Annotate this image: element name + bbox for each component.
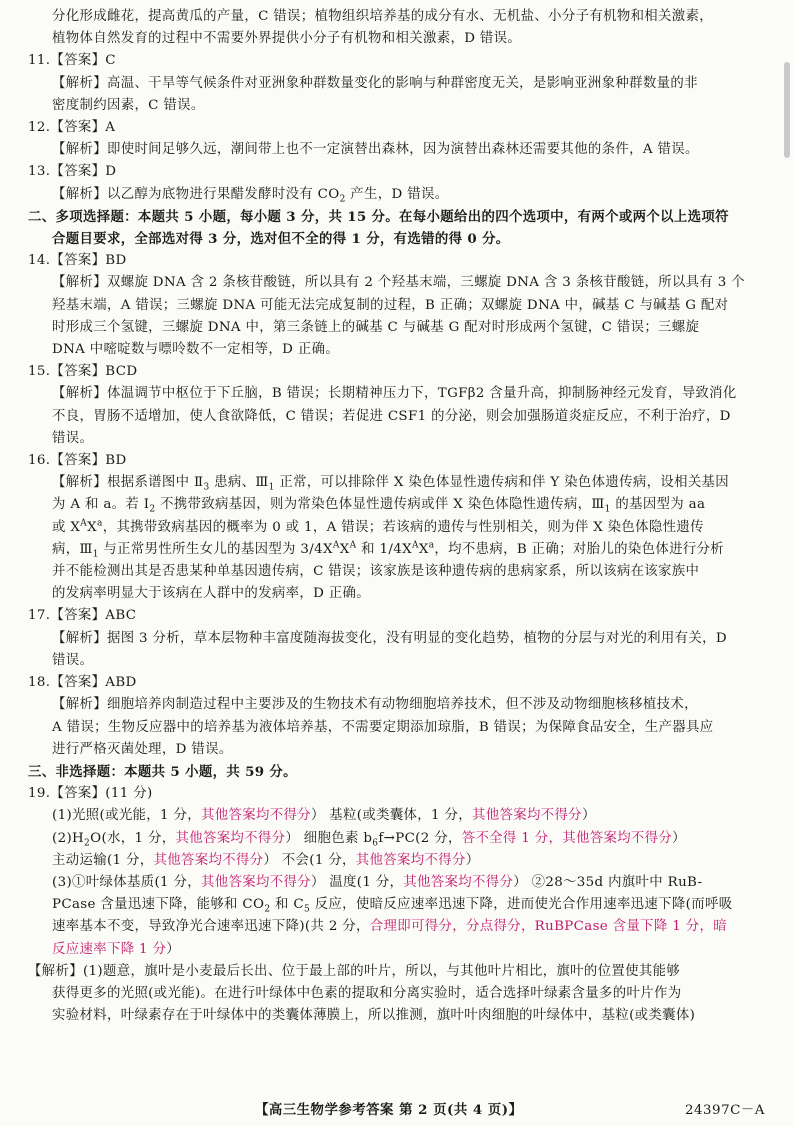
- text-segment: 时形成三个氢键，三螺旋 DNA 中，第三条链上的碱基 C 与碱基 G 配对时形成两个氢键，C 错误；三螺旋: [52, 319, 700, 335]
- page-footer: [0, 1099, 794, 1123]
- text-line: [28, 828, 766, 850]
- text-line: [28, 916, 766, 938]
- text-segment: 二、多项选择题：本题共 5 小题，每小题 3 分，共 15 分。在每小题给出的四个选项中，有两个或两个以上选项符: [28, 208, 729, 225]
- scoring-note: 合理即可得分，分点得分，RuBPCase 含量下降 1 分，暗: [369, 919, 727, 935]
- text-segment: 13.【答案】D: [28, 164, 117, 180]
- subscript: 2: [339, 194, 346, 205]
- answer-page: [28, 6, 766, 1027]
- text-segment: 错误。: [52, 652, 94, 668]
- text-segment: 12.【答案】A: [28, 120, 116, 136]
- text-line: [28, 428, 766, 450]
- scoring-note: 其他答案均不得分: [175, 830, 286, 846]
- text-segment: 正常，可以排除伴 X 染色体显性遗传病和伴 Y 染色体遗传病，设相关基因: [274, 475, 730, 491]
- text-line: [28, 894, 766, 916]
- text-segment: 17.【答案】ABC: [28, 608, 137, 624]
- text-line: [28, 228, 766, 250]
- text-line: [28, 50, 766, 72]
- text-segment: 【解析】体温调节中枢位于下丘脑，B 错误；长期精神压力下，TGFβ2 含量升高，抑制肠神经元发育，导致消化: [52, 386, 737, 402]
- text-line: [28, 1005, 766, 1027]
- text-segment: 错误。: [52, 430, 94, 446]
- text-segment: ） 基粒(或类囊体，1 分，: [310, 808, 472, 824]
- scoring-note: 其他答案均不得分: [403, 874, 514, 890]
- scoring-note: 其他答案均不得分: [355, 852, 466, 868]
- text-line: [28, 739, 766, 761]
- text-segment: ） 温度(1 分，: [310, 874, 404, 890]
- text-segment: 进行严格灭菌处理，D 错误。: [52, 741, 233, 757]
- text-line: [28, 628, 766, 650]
- text-segment: X: [87, 519, 97, 535]
- text-segment: A 错误；生物反应器中的培养基为液体培养基，不需要定期添加琼脂，B 错误；为保障食品安全，生产器具应: [52, 719, 714, 735]
- footer-code: 24397C－A: [685, 1103, 765, 1118]
- answer-text-body: [28, 6, 766, 1027]
- text-segment: 反应，使暗反应速率迅速下降，进而使光合作用速率迅速下降(而呼吸: [310, 897, 733, 913]
- subscript: 6: [372, 838, 379, 849]
- text-segment: PCase 含量迅速下降，能够和 CO: [52, 897, 265, 913]
- text-segment: ）: [465, 852, 480, 868]
- scoring-note: 其他答案均不得分: [153, 852, 264, 868]
- text-segment: 与正常男性所生女儿的基因型为 3/4X: [98, 541, 333, 557]
- text-segment: 14.【答案】BD: [28, 253, 127, 269]
- scoring-note: 反应速率下降 1 分: [52, 941, 167, 957]
- superscript: A: [411, 540, 419, 551]
- text-segment: ，其携带致病基因的概率为 0 或 1，A 错误；若该病的遗传与性别相关，则为伴 X 染色体隐性遗传: [102, 519, 704, 535]
- text-line: [28, 6, 766, 28]
- text-segment: (3)①叶绿体基质(1 分，: [52, 874, 201, 890]
- superscript: A: [332, 540, 340, 551]
- text-segment: ，均不患病，B 正确；对胎儿的染色体进行分析: [434, 541, 725, 557]
- text-segment: 18.【答案】ABD: [28, 675, 137, 691]
- text-line: [28, 694, 766, 716]
- subscript: 2: [264, 904, 271, 915]
- text-segment: 分化形成雌花，提高黄瓜的产量，C 错误；植物组织培养基的成分有水、无机盐、小分子有机物和相关激素，: [52, 9, 714, 24]
- text-segment: ） 细胞色素 b: [285, 830, 373, 846]
- text-line: [28, 250, 766, 272]
- text-segment: ） 不会(1 分，: [263, 852, 356, 868]
- text-segment: 速率基本不变，导致净光合速率迅速下降)(共 2 分，: [52, 919, 370, 935]
- text-segment: X: [339, 541, 350, 557]
- text-segment: 和 C: [270, 897, 304, 913]
- scoring-note: 其他答案均不得分: [201, 808, 311, 824]
- text-line: [28, 184, 766, 206]
- text-segment: 为 A 和 a。若 Ⅰ: [52, 497, 150, 513]
- scrollbar-thumb[interactable]: [784, 62, 790, 158]
- scoring-note: 答不全得 1 分，其他答案均不得分: [461, 830, 673, 846]
- superscript: A: [349, 540, 357, 551]
- text-segment: 患病、Ⅲ: [209, 475, 269, 491]
- subscript: 2: [84, 838, 91, 849]
- text-line: [28, 117, 766, 139]
- text-line: [28, 672, 766, 694]
- text-segment: 15.【答案】BCD: [28, 364, 138, 380]
- text-segment: f→PC(2 分，: [378, 830, 462, 846]
- text-line: [28, 317, 766, 339]
- scoring-note: 其他答案均不得分: [201, 874, 311, 890]
- text-line: [28, 850, 766, 872]
- text-line: [28, 717, 766, 739]
- text-segment: 【解析】细胞培养肉制造过程中主要涉及的生物技术有动物细胞培养技术，但不涉及动物细胞核移植技术，: [52, 697, 698, 713]
- text-segment: 【解析】以乙醇为底物进行果醋发酵时没有 CO: [52, 186, 340, 202]
- text-segment: 密度制约因素，C 错误。: [52, 97, 205, 113]
- text-segment: 【解析】据图 3 分析，草本层物种丰富度随海拔变化，没有明显的变化趋势，植物的分层与对光的利用有关，D: [52, 630, 727, 646]
- text-line: [28, 161, 766, 183]
- text-line: [28, 472, 766, 494]
- text-line: [28, 872, 766, 894]
- text-segment: 三、非选择题：本题共 5 小题，共 59 分。: [28, 763, 297, 780]
- text-line: [28, 939, 766, 961]
- subscript: 1: [92, 549, 99, 560]
- text-line: [28, 206, 766, 228]
- subscript: 2: [149, 505, 156, 516]
- text-segment: 11.【答案】C: [28, 53, 116, 69]
- text-line: [28, 295, 766, 317]
- text-line: [28, 139, 766, 161]
- text-line: [28, 805, 766, 827]
- text-line: [28, 583, 766, 605]
- text-segment: DNA 中嘧啶数与嘌呤数不一定相等，D 正确。: [52, 342, 340, 358]
- text-segment: 19.【答案】(11 分): [28, 786, 153, 802]
- superscript: a: [96, 518, 103, 529]
- text-segment: 【解析】根据系谱图中 Ⅱ: [52, 475, 204, 491]
- text-segment: 的基因型为 aa: [610, 497, 706, 513]
- text-line: [28, 28, 766, 50]
- text-segment: 植物体自然发育的过程中不需要外界提供小分子有机物和相关激素，D 错误。: [52, 31, 522, 47]
- subscript: 1: [604, 505, 611, 516]
- text-line: [28, 272, 766, 294]
- text-line: [28, 73, 766, 95]
- text-segment: 和 1/4X: [356, 541, 412, 557]
- text-segment: X: [418, 541, 429, 557]
- text-line: [28, 361, 766, 383]
- text-segment: (1)光照(或光能，1 分，: [52, 808, 201, 824]
- text-line: [28, 983, 766, 1005]
- text-segment: ）: [581, 808, 596, 824]
- text-line: [28, 783, 766, 805]
- text-segment: 【解析】即使时间足够久远，潮间带上也不一定演替出森林，因为演替出森林还需要其他的条件，A 错误。: [52, 142, 699, 158]
- text-line: [28, 406, 766, 428]
- text-line: [28, 383, 766, 405]
- text-segment: 不良，胃肠不适增加，使人食欲降低，C 错误；若促进 CSF1 的分泌，则会加强肠道炎症反应，不利于治疗，D: [52, 408, 731, 424]
- text-line: [28, 339, 766, 361]
- text-segment: 的发病率明显大于该病在人群中的发病率，D 正确。: [52, 586, 370, 602]
- text-segment: 实验材料，叶绿素存在于叶绿体中的类囊体薄膜上，所以推测，旗叶叶肉细胞的叶绿体中，基粒(或类囊体): [52, 1008, 696, 1024]
- scoring-note: 其他答案均不得分: [472, 808, 582, 824]
- subscript: 1: [268, 482, 275, 493]
- text-segment: 【解析】双螺旋 DNA 含 2 条核苷酸链，所以具有 2 个羟基末端，三螺旋 DNA 含 3 条核苷酸链，所以具有 3 个: [52, 275, 745, 291]
- text-segment: ）: [166, 941, 181, 957]
- text-segment: 【解析】高温、干旱等气候条件对亚洲象种群数量变化的影响与种群密度无关，是影响亚洲象种群数量的非: [52, 75, 698, 91]
- text-segment: 合题目要求，全部选对得 3 分，选对但不全的得 1 分，有选错的得 0 分。: [52, 231, 510, 248]
- text-segment: 产生，D 错误。: [345, 186, 449, 202]
- text-line: [28, 761, 766, 783]
- text-segment: 羟基末端，A 错误；三螺旋 DNA 可能无法完成复制的过程，B 正确；双螺旋 DNA 中，碱基 C 与碱基 G 配对: [52, 297, 729, 313]
- text-segment: 主动运输(1 分，: [52, 852, 154, 868]
- text-segment: 或 X: [52, 519, 81, 535]
- text-line: [28, 605, 766, 627]
- text-segment: 病，Ⅲ: [52, 541, 93, 557]
- text-line: [28, 961, 766, 983]
- text-line: [28, 494, 766, 516]
- text-segment: 【解析】(1)题意，旗叶是小麦最后长出、位于最上部的叶片，所以，与其他叶片相比，旗叶的位置使其能够: [28, 963, 681, 979]
- text-segment: 并不能检测出其是否患某种单基因遗传病，C 错误；该家族是该种遗传病的患病家系，所以该病在该家族中: [52, 564, 700, 580]
- text-line: [28, 650, 766, 672]
- superscript: A: [80, 518, 88, 529]
- text-segment: 不携带致病基因，则为常染色体显性遗传病或伴 X 染色体隐性遗传病，Ⅲ: [155, 497, 605, 513]
- text-segment: 16.【答案】BD: [28, 453, 127, 469]
- text-segment: O(水，1 分，: [90, 830, 176, 846]
- text-segment: ）: [672, 830, 686, 846]
- subscript: 3: [203, 482, 210, 493]
- text-line: [28, 561, 766, 583]
- footer-title: 【高三生物学参考答案 第 2 页(共 4 页)】: [255, 1102, 523, 1118]
- subscript: 5: [303, 904, 311, 915]
- text-line: [28, 539, 766, 561]
- text-segment: (2)H: [52, 830, 85, 846]
- text-line: [28, 95, 766, 117]
- text-segment: ） ②28～35d 内旗叶中 RuB-: [513, 874, 703, 890]
- text-segment: 获得更多的光照(或光能)。在进行叶绿体中色素的提取和分离实验时，适合选择叶绿素含量多的叶片作为: [52, 985, 682, 1001]
- text-line: [28, 450, 766, 472]
- text-line: [28, 517, 766, 539]
- superscript: a: [428, 540, 435, 551]
